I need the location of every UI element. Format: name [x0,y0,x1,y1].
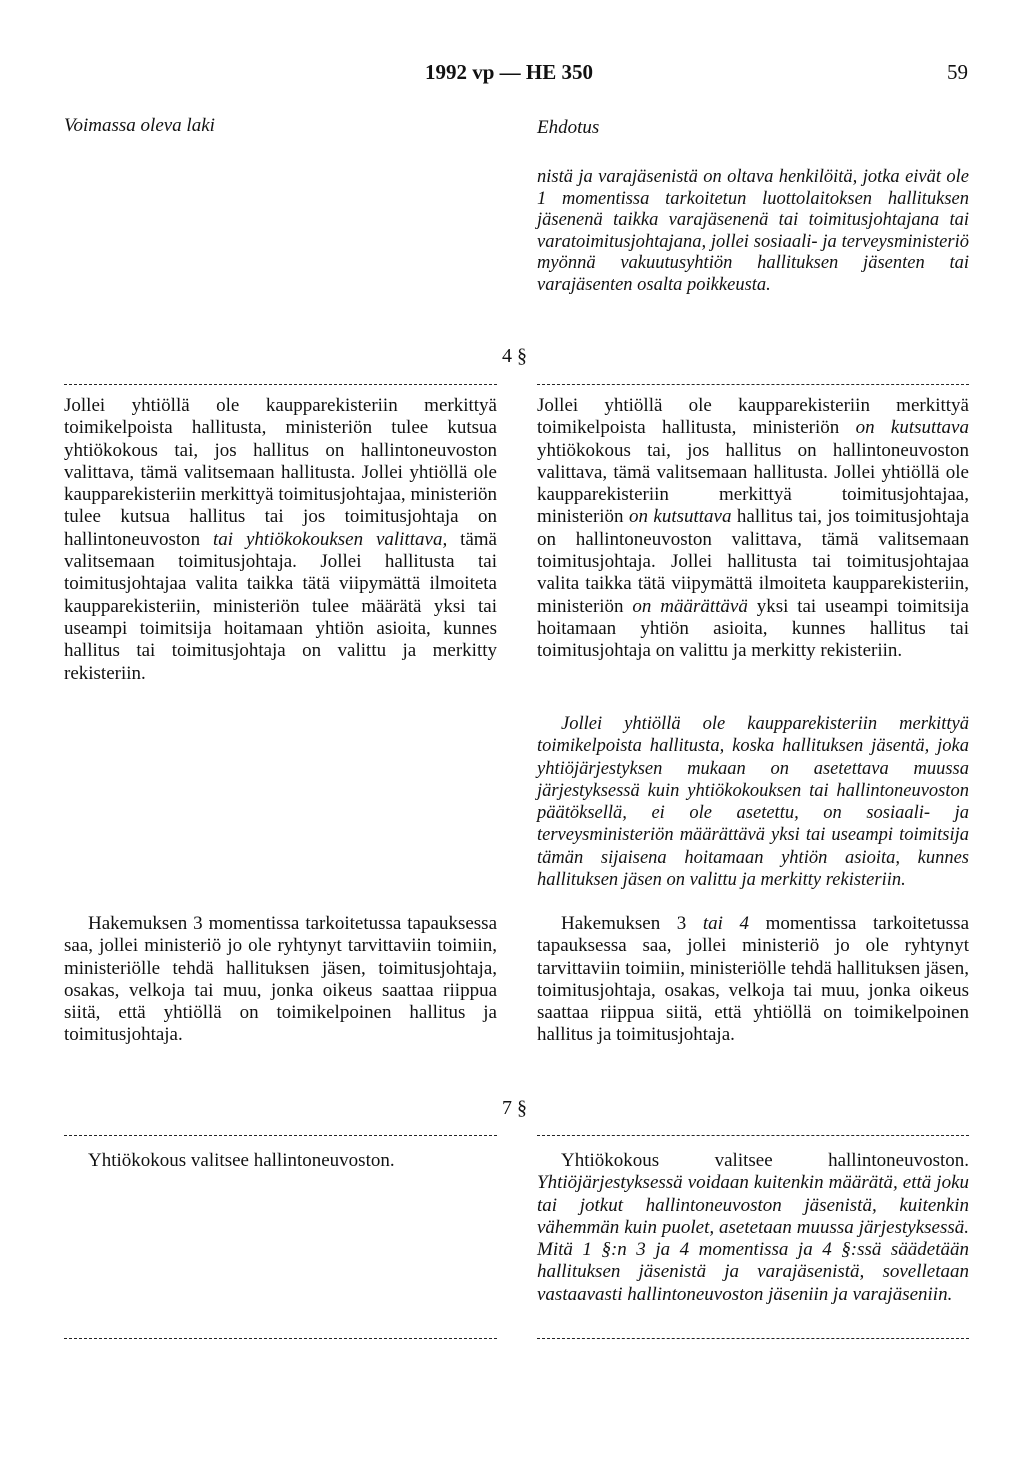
right-p1-italic-2: on kutsuttava [628,506,732,528]
right-p3-text-c: momentissa tarkoitetussa tapauksessa saa, jollei ministeriö jo ole ryhtynyt tarvittaviin toimiin, ministeriölle tehdä hallituksen jäsen, toimitusjohtaja, osakas, velkoja tai muu, jonka oikeus saattaa riippua siitä, että yhtiöllä on toimikelpoinen hallitus ja toimitusjohtaja. [537,913,970,1046]
right-p1-text-a: Jollei yhtiöllä ole kaupparekisteriin merkittyä toimikelpoista hallitusta, ministeriön [537,395,969,439]
left-column-heading: Voimassa oleva laki [64,115,215,136]
right-dash-separator-2 [537,1135,969,1136]
page-header-title: 1992 vp — HE 350 [425,60,594,84]
right-p4-text-a: Yhtiökokous valitsee hallintoneuvoston. [561,1150,969,1171]
left-p1-text-c: tämä valitsemaan toimitusjohtaja. Jollei hallitusta tai toimitusjohtajaa valita taikka tätä viipymättä ilmoiteta kaupparekisteriin, ministeriön tulee määrätä yksi tai useampi toimitsija hoitamaan yhtiön asioita, kunnes hallitus tai toimitusjohtaja on valittu ja merkitty rekisteriin. [64,528,497,684]
right-dash-separator-1 [537,384,969,385]
right-p1-text-g: yksi tai useampi toimitsija hoitamaan yhtiön asioita, kunnes hallitus tai toimitusjohtaja on valittu ja merkitty rekisteriin. [537,595,969,662]
right-paragraph-2: Jollei yhtiöllä ole kaupparekisteriin merkittyä toimikelpoista hallitusta, koska hallituksen jäsentä, joka yhtiöjärjestyksen mukaan on asetettava muussa järjestyksessä kuin yhtiökokouksen tai hallintoneuvoston päätöksellä, ei ole asetettu, on sosiaali- ja terveysministeriön määrättävä yksi tai useampi toimitsija tämän sijaisena hoitamaan yhtiön asioita, kunnes hallituksen jäsen on valittu ja merkitty rekisteriin. [537,714,969,891]
page-number: 59 [947,60,968,84]
right-paragraph-4 [537,1150,969,1306]
right-column-heading: Ehdotus [537,117,600,138]
right-p1-text-e: hallitus tai, jos toimitusjohtaja on hallintoneuvoston valittava, tämä valitsemaan toimitusjohtaja. Jollei hallitusta tai toimitusjohtajaa valita taikka tätä viipymättä ilmoiteta kaupparekisteriin, ministeriön [537,506,970,617]
right-paragraph-1 [537,395,969,663]
right-dash-separator-3 [537,1338,969,1339]
right-paragraph-3 [537,913,969,1047]
right-p3-italic: tai 4 [702,913,750,934]
right-p1-italic-1: on kutsuttava [855,417,969,439]
section-4-marker: 4 § [502,345,527,367]
left-dash-separator-1 [64,384,497,385]
left-dash-separator-2 [64,1135,497,1136]
left-paragraph-2: Hakemuksen 3 momentissa tarkoitetussa tapauksessa saa, jollei ministeriö jo ole ryhtynyt tarvittaviin toimiin, ministeriölle tehdä hallituksen jäsen, toimitusjohtaja, osakas, velkoja tai muu, jonka oikeus saattaa riippua siitä, että yhtiöllä on toimikelpoinen hallitus ja toimitusjohtaja. [64,913,497,1046]
left-p1-text-a: Jollei yhtiöllä ole kaupparekisteriin merkittyä toimikelpoista hallitusta, ministeriön tulee kutsua yhtiökokous tai, jos hallitus on hallintoneuvoston valittava, tämä valitsemaan hallitusta. Jollei yhtiöllä ole kaupparekisteriin merkittyä toimitusjohtajaa, ministeriön tulee kutsua hallitus tai jos toimitusjohtaja on hallintoneuvoston [64,395,497,550]
right-p3-text-a: Hakemuksen 3 [561,913,687,934]
right-p4-italic: Yhtiöjärjestyksessä voidaan kuitenkin määrätä, että joku tai jotkut hallintoneuvoston jäsenistä, kuitenkin vähemmän kuin puolet, asetetaan muussa järjestyksessä. Mitä 1 §:n 3 ja 4 momentissa ja 4 §:ssä säädetään hallituksen jäsenistä ja varajäsenistä, sovelletaan vastaavasti hallintoneuvoston jäseniin ja varajäseniin. [537,1172,969,1305]
right-p1-text-c: yhtiökokous tai, jos hallitus on hallintoneuvoston valittava, tämä valitsemaan hallitusta. Jollei yhtiöllä ole kaupparekisteriin merkittyä toimitusjohtajaa, ministeriön [537,439,969,528]
right-top-continuation: nistä ja varajäsenistä on oltava henkilöitä, jotka eivät ole 1 momentissa tarkoitetun luottolaitoksen hallituksen jäsenenä taikka varajäsenenä tai toimitusjohtajana tai varatoimitusjohtajana, jollei sosiaali- ja terveysministeriö myönnä vakuutusyhtiön hallituksen jäsenten tai varajäsenten osalta poikkeusta. [537,167,969,295]
left-paragraph-1 [64,395,497,685]
left-p1-italic: tai yhtiökokouksen valittava, [213,528,448,550]
right-p1-italic-3: on määrättävä [632,595,748,617]
left-paragraph-3: Yhtiökokous valitsee hallintoneuvoston. [88,1150,395,1171]
section-7-marker: 7 § [502,1097,527,1119]
left-dash-separator-3 [64,1338,497,1339]
